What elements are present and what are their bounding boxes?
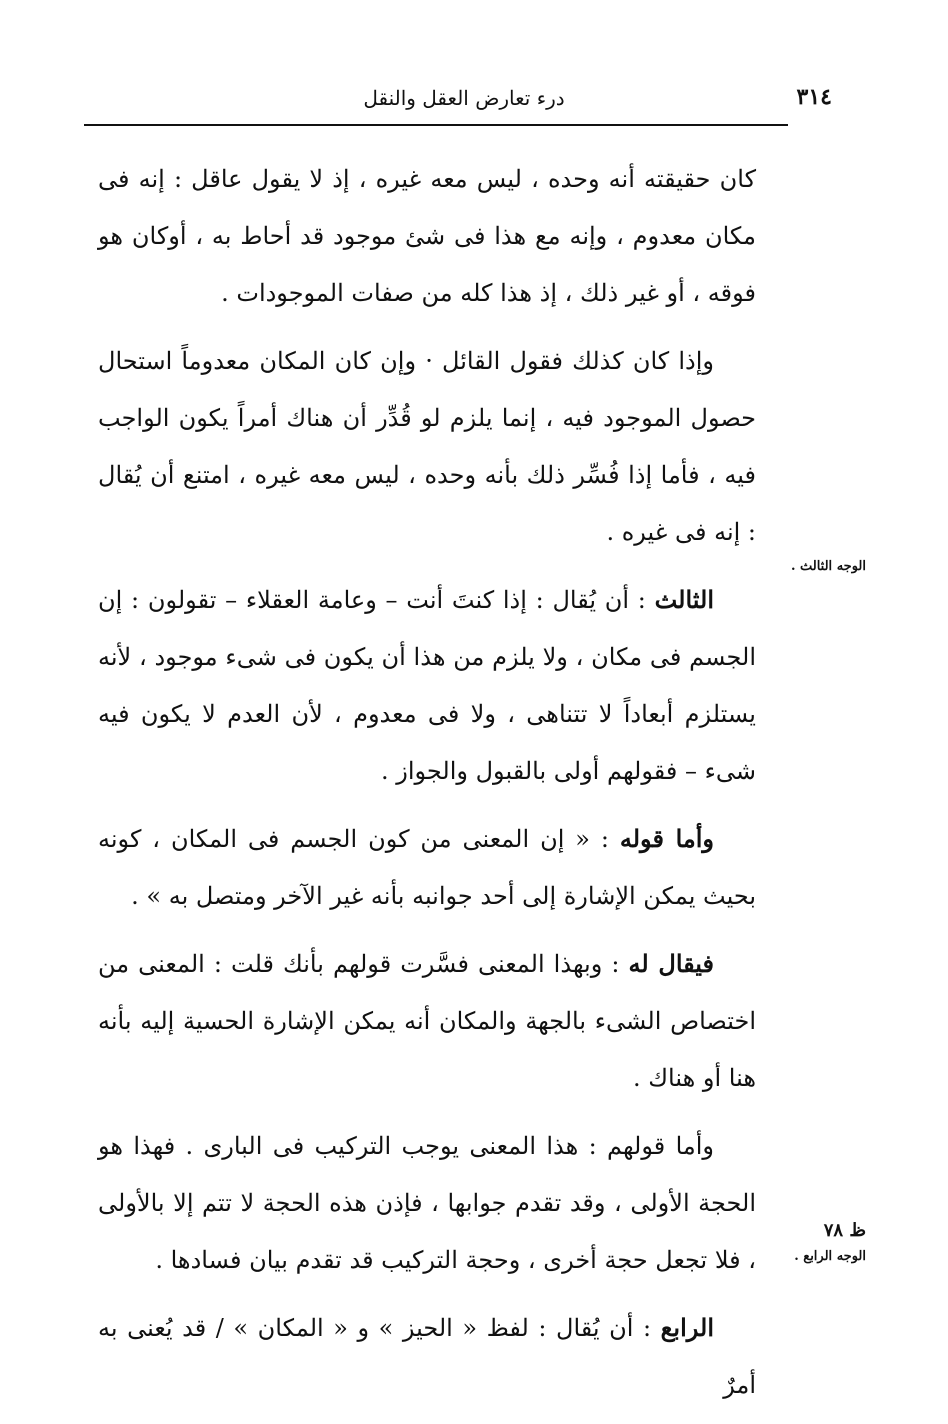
margin-note-fourth-aspect: الوجه الرابع .	[794, 1249, 866, 1264]
paragraph-7	[98, 1299, 756, 1414]
margin-note-third-aspect: الوجه الثالث .	[790, 559, 866, 574]
paragraph-5-text: : وبهذا المعنى فسَّرت قولهم بأنك قلت : المعنى من اختصاص الشىء بالجهة والمكان أنه يمكن الإشارة الحسية إليه بأنه هنا أو هناك .	[98, 950, 756, 1092]
paragraph-3	[98, 571, 756, 800]
paragraph-6	[98, 1117, 756, 1289]
paragraph-3-text: : أن يُقال : إذا كنتَ أنت – وعامة العقلاء – تقولون : إن الجسم فى مكان ، ولا يلزم من هذا أن يكون فى شىء موجود ، لأنه يستلزم أبعاداً لا تتناهى ، ولا فى معدوم ، لأن العدم لا يكون فيه شىء – فقولهم أولى بالقبول والجواز .	[98, 586, 756, 785]
paragraph-5	[98, 935, 756, 1107]
paragraph-4-lead: وأما قوله	[619, 824, 714, 853]
paragraph-1	[98, 150, 756, 322]
paragraph-1-text: كان حقيقته أنه وحده ، ليس معه غيره ، إذ لا يقول عاقل : إنه فى مكان معدوم ، وإنه مع هذا فى شئ موجود قد أحاط به ، أوكان هو فوقه ، أو غير ذلك ، إذ هذا كله من صفات الموجودات .	[98, 165, 756, 307]
paragraph-4-text: : « إن المعنى من كون الجسم فى المكان ، كونه بحيث يمكن الإشارة إلى أحد جوانبه بأنه غير الآخر ومتصل به » .	[98, 825, 756, 910]
margin-folio-number: ظ ٧٨	[823, 1220, 866, 1241]
paragraph-6-text: وأما قولهم : هذا المعنى يوجب التركيب فى البارى . فهذا هو الحجة الأولى ، وقد تقدم جوابها ، فإذن هذه الحجة لا تتم إلا بالأولى ، فلا تجعل حجة أخرى ، وحجة التركيب قد تقدم بيان فسادها .	[98, 1132, 756, 1274]
page-number: ٣١٤	[796, 84, 832, 110]
running-title: درء تعارض العقل والنقل	[363, 86, 565, 110]
paragraph-5-lead: فيقال له	[628, 949, 715, 978]
paragraph-2	[98, 332, 756, 561]
page-header	[84, 76, 832, 126]
paragraph-4	[98, 810, 756, 925]
paragraph-7-text: : أن يُقال : لفظ « الحيز » و « المكان » / قد يُعنى به أمرٌ	[98, 1314, 756, 1399]
paragraph-7-lead: الرابع	[660, 1313, 714, 1342]
paragraph-3-lead: الثالث	[654, 585, 714, 614]
main-text	[98, 150, 756, 1424]
paragraph-2-text: وإذا كان كذلك فقول القائل · وإن كان المكان معدوماً استحال حصول الموجود فيه ، إنما يلزم لو قُدِّر أن هناك أمراً يكون الواجب فيه ، فأما إذا فُسِّر ذلك بأنه وحده ، ليس معه غيره ، امتنع أن يُقال : إنه فى غيره .	[98, 347, 756, 546]
